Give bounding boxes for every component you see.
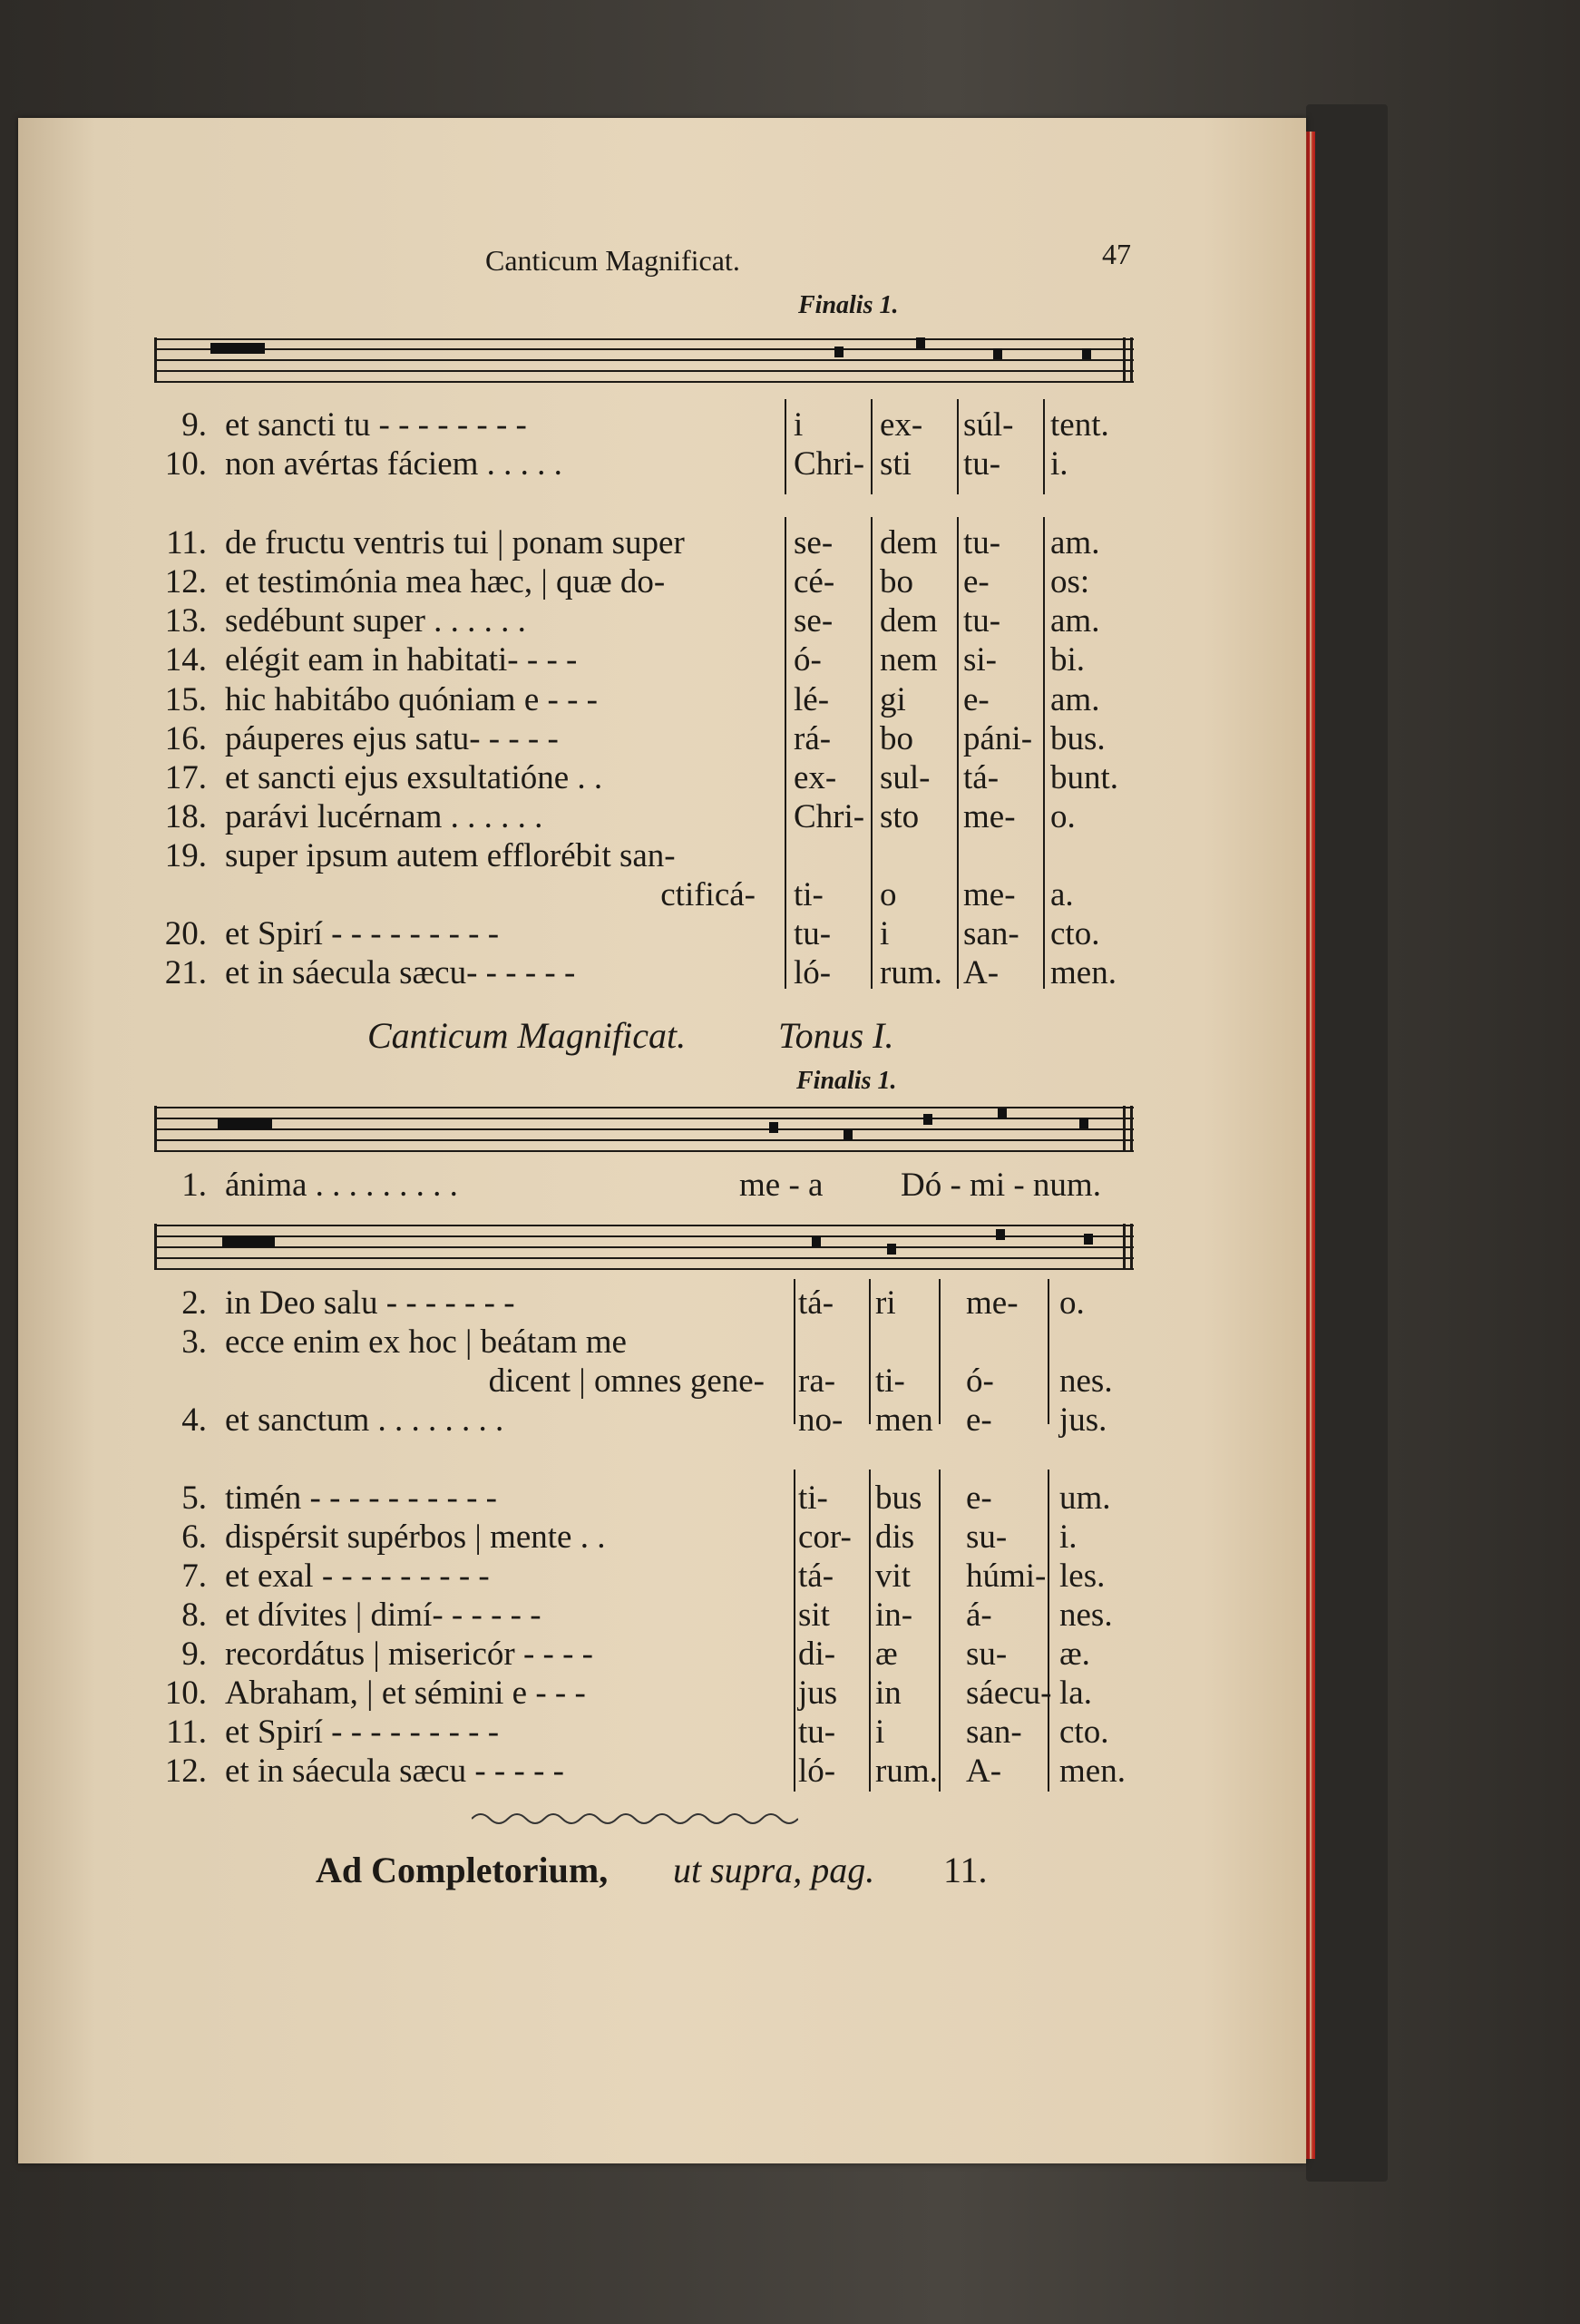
note [1084,1234,1093,1245]
verse-number: 9. [181,1636,207,1673]
syllable-col4: am. [1050,681,1100,718]
syllable-col4: bi. [1050,641,1086,679]
syllable-col2: o [880,876,897,913]
verse-number: 19. [164,837,207,874]
syllable-col1: no- [798,1401,844,1439]
syllable-col1: di- [798,1636,836,1673]
syllable-col4: um. [1059,1479,1111,1517]
syllable-col2: vit [875,1557,912,1595]
syllable-col3: ó- [966,1362,994,1400]
syllable-col1: se- [794,524,834,561]
syllable-col2: æ [875,1636,898,1673]
footer-page-ref: 11. [943,1850,988,1890]
verse-number: 21. [164,954,207,991]
verse-text: dispérsit supérbos | mente . . [225,1518,606,1556]
syllable-col1: cor- [798,1518,852,1556]
verse-number: 7. [181,1557,207,1595]
verse-text: timén - - - - - - - - - - [225,1479,497,1517]
note [1079,1118,1088,1128]
syllable-col3: A- [963,954,1000,991]
syllable-col1: ra- [798,1362,836,1400]
syllable-col4: a. [1050,876,1074,913]
finalis-label-2: Finalis 1. [796,1067,897,1095]
syllable-col2: sto [880,798,920,835]
verse-text: elégit eam in habitati- - - - [225,641,578,679]
syllable-col3: su- [966,1636,1008,1673]
note [769,1122,778,1133]
verse-number: 4. [181,1401,207,1439]
verse-text: et sanctum . . . . . . . . [225,1401,504,1439]
verse-text: de fructu ventris tui | ponam super [225,524,685,561]
wave-ornament [472,1810,798,1828]
verse-text: super ipsum autem efflorébit san- [225,837,676,874]
syllable-col4: cto. [1059,1714,1109,1751]
syllable-col2: in [875,1675,902,1712]
verse-text: et Spirí - - - - - - - - - [225,915,500,952]
note [996,1229,1005,1240]
verse-text-continued: dicent | omnes gene- [488,1362,765,1400]
syllable-col2: sul- [880,759,931,796]
syllable-col4: o. [1059,1284,1085,1322]
syllable-col1: jus [798,1675,838,1712]
verse-number: 11. [166,1714,207,1751]
syllable-col4: æ. [1059,1636,1090,1673]
syllable-col4: tent. [1050,406,1109,444]
syllable-col4: jus. [1059,1401,1107,1439]
syllable-col3: páni- [963,720,1033,757]
syllable-col1: ti- [798,1479,828,1517]
syllable-col4: men. [1059,1753,1126,1790]
verse-number: 14. [164,641,207,679]
syllable-col1: ó- [794,641,822,679]
note [834,347,844,357]
syllable-col3: húmi- [966,1557,1047,1595]
syllable-col2: bo [880,720,913,757]
syllable-col3: me- [963,798,1016,835]
verse-text: et testimónia mea hæc, | quæ do- [225,563,666,601]
syllable-col2: in- [875,1597,913,1634]
note [993,348,1002,359]
verse-number: 1. [181,1167,207,1204]
syllable-col4: am. [1050,602,1100,640]
syllable-col3: e- [963,563,990,601]
syllable-col4: o. [1050,798,1076,835]
syllable-col2: rum. [875,1753,938,1790]
syllable-col3: tu- [963,602,1001,640]
syllable-col4: nes. [1059,1597,1113,1634]
verse-text: et exal - - - - - - - - - [225,1557,490,1595]
canticum-title: Canticum Magnificat. [367,1015,687,1056]
syllable-col2: bus [875,1479,922,1517]
syllable-col3: su- [966,1518,1008,1556]
verse-number: 17. [164,759,207,796]
syllable-col3: sáecu- [966,1675,1052,1712]
syllable-col2: i [880,915,890,952]
verse-text: et sancti tu - - - - - - - - [225,406,527,444]
book-cover [1306,104,1388,2182]
syllable-col2: men [875,1401,933,1439]
verse-text: et in sáecula sæcu- - - - - - [225,954,576,991]
running-title: Canticum Magnificat. [485,244,740,277]
syllable-col2: gi [880,681,906,718]
note [844,1129,853,1140]
footer-ut-supra: ut supra, pag. [673,1850,875,1890]
syllable-col1: tá- [798,1557,834,1595]
verse-text-continued: ctificá- [660,876,756,913]
verse-text: non avértas fáciem . . . . . [225,445,562,483]
syllable-col3: tá- [963,759,1000,796]
footer-ad-completorium: Ad Completorium, [316,1850,609,1890]
verse-text: sedébunt super . . . . . . [225,602,526,640]
verse-text: hic habitábo quóniam e - - - [225,681,598,718]
note [210,343,265,354]
verse-number: 20. [164,915,207,952]
syllable-col4: i. [1059,1518,1078,1556]
syllable-col4: bus. [1050,720,1106,757]
note [998,1108,1007,1119]
verse-number: 15. [164,681,207,718]
syllable-col2: sti [880,445,912,483]
syllable-col2: ti- [875,1362,905,1400]
verse-number: 2. [181,1284,207,1322]
syllable-col1: lé- [794,681,830,718]
syllable-col4: nes. [1059,1362,1113,1400]
syllable-col2: rum. [880,954,942,991]
verse-text: páuperes ejus satu- - - - - [225,720,559,757]
verse-number: 12. [164,1753,207,1790]
syllable-col3: san- [963,915,1019,952]
intonation-dominum: Dó - mi - num. [901,1167,1101,1204]
note [1082,348,1091,359]
verse-number: 10. [164,445,207,483]
note [887,1244,896,1255]
verse-number: 5. [181,1479,207,1517]
syllable-col3: á- [966,1597,992,1634]
syllable-col2: dem [880,524,938,561]
syllable-col1: ti- [794,876,824,913]
syllable-col4: cto. [1050,915,1100,952]
syllable-col3: san- [966,1714,1022,1751]
verse-text: in Deo salu - - - - - - - [225,1284,515,1322]
syllable-col3: e- [966,1479,992,1517]
syllable-col1: ex- [794,759,837,796]
tonus-label: Tonus I. [778,1015,894,1056]
syllable-col2: dis [875,1518,915,1556]
syllable-col1: tá- [798,1284,834,1322]
syllable-col1: Chri- [794,798,865,835]
note [812,1236,821,1247]
syllable-col3: súl- [963,406,1014,444]
verse-text: parávi lucérnam . . . . . . [225,798,543,835]
note [923,1114,932,1125]
syllable-col3: me- [963,876,1016,913]
syllable-col2: nem [880,641,938,679]
finalis-label: Finalis 1. [798,291,899,319]
syllable-col2: i [875,1714,885,1751]
verse-text: Abraham, | et sémini e - - - [225,1675,586,1712]
note [916,337,925,348]
verse-number: 18. [164,798,207,835]
note [222,1236,275,1247]
syllable-col3: tu- [963,445,1001,483]
verse-number: 10. [164,1675,207,1712]
syllable-col1: i [794,406,804,444]
page-number: 47 [1102,238,1131,270]
syllable-col3: me- [966,1284,1019,1322]
verse-text: ecce enim ex hoc | beátam me [225,1323,627,1361]
syllable-col2: ex- [880,406,923,444]
verse-number: 3. [181,1323,207,1361]
verse-text: ánima . . . . . . . . . [225,1167,458,1204]
verse-number: 16. [164,720,207,757]
verse-number: 6. [181,1518,207,1556]
note [218,1118,272,1129]
syllable-col4: i. [1050,445,1068,483]
verse-number: 11. [166,524,207,561]
syllable-col1: se- [794,602,834,640]
verse-number: 9. [181,406,207,444]
syllable-col1: tu- [798,1714,836,1751]
verse-text: et sancti ejus exsultatióne . . [225,759,603,796]
syllable-col1: ló- [794,954,832,991]
verse-text: et dívites | dimí- - - - - - [225,1597,541,1634]
verse-text: recordátus | misericór - - - - [225,1636,594,1673]
syllable-col4: les. [1059,1557,1106,1595]
syllable-col3: A- [966,1753,1002,1790]
syllable-col4: la. [1059,1675,1092,1712]
verse-number: 12. [164,563,207,601]
syllable-col3: si- [963,641,997,679]
syllable-col3: tu- [963,524,1001,561]
syllable-col2: bo [880,563,913,601]
syllable-col1: sit [798,1597,830,1634]
syllable-col4: bunt. [1050,759,1119,796]
syllable-col1: tu- [794,915,832,952]
syllable-col2: dem [880,602,938,640]
syllable-col1: cé- [794,563,835,601]
syllable-col4: os: [1050,563,1090,601]
verse-text: et in sáecula sæcu - - - - - [225,1753,564,1790]
verse-number: 13. [164,602,207,640]
syllable-col4: men. [1050,954,1117,991]
verse-text: et Spirí - - - - - - - - - [225,1714,500,1751]
syllable-col3: e- [963,681,990,718]
syllable-col2: ri [875,1284,896,1322]
syllable-col3: e- [966,1401,992,1439]
verse-number: 8. [181,1597,207,1634]
syllable-col4: am. [1050,524,1100,561]
syllable-col1: ló- [798,1753,836,1790]
syllable-col1: rá- [794,720,832,757]
syllable-col1: Chri- [794,445,865,483]
intonation-me-a: me - a [739,1167,824,1204]
